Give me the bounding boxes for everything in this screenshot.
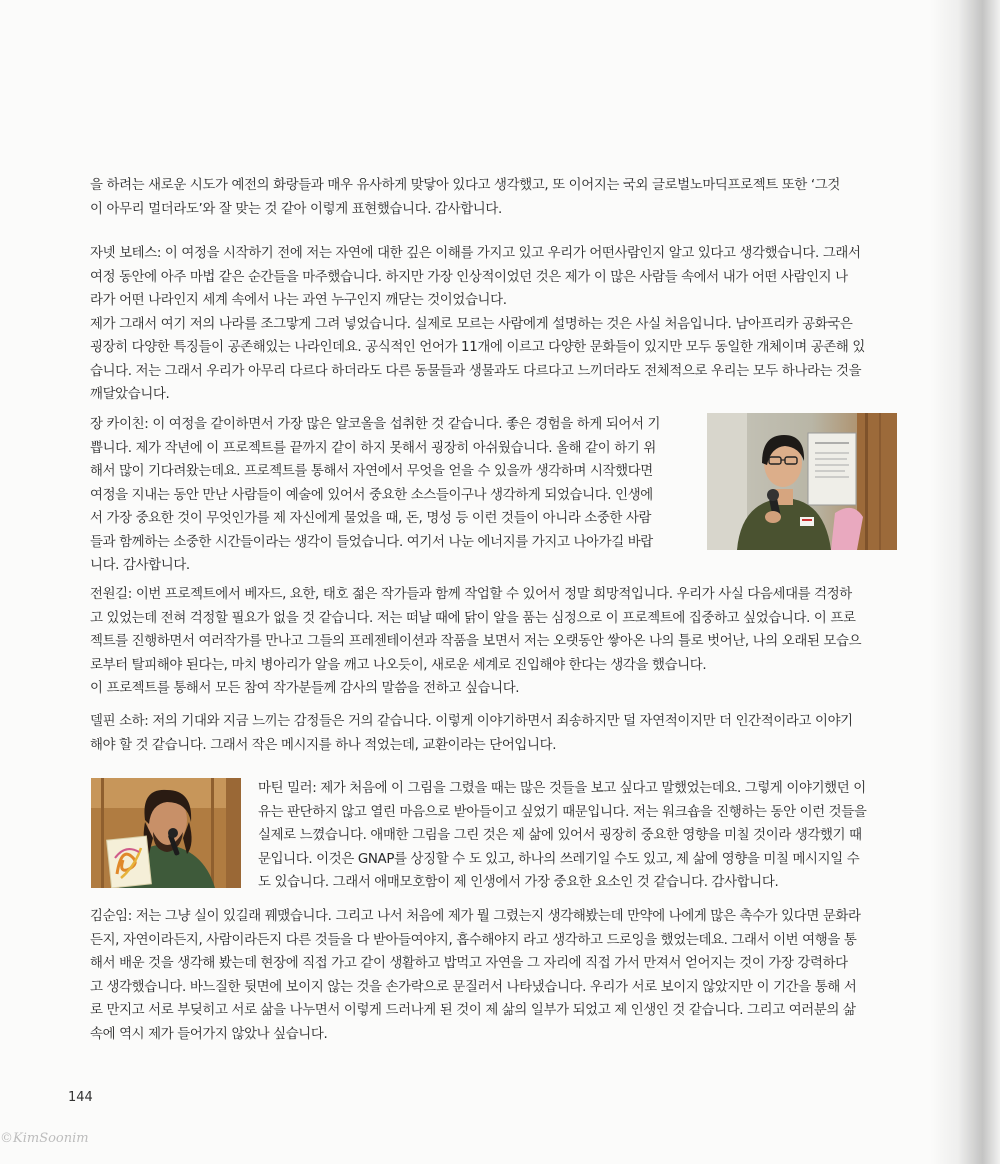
- speaker-photo-illustration: [707, 413, 897, 550]
- photo-jang-kaichin: [707, 413, 897, 550]
- paragraph-delphine-soha: [90, 710, 898, 757]
- speaker-photo-illustration: [91, 778, 241, 888]
- paragraph-intro-closing: [90, 174, 898, 221]
- text-line: 유는 판단하지 않고 열린 마음으로 받아들이고 싶었기 때문입니다. 저는 워크숍을 진행하는 동안 이런 것들을: [258, 804, 867, 820]
- text-line: 쁩니다. 제가 작년에 이 프로젝트를 끝까지 같이 하지 못해서 굉장히 아쉬웠습니다. 올해 같이 하기 위: [90, 440, 656, 456]
- text-line: 여정을 지내는 동안 만난 사람들이 예술에 있어서 중요한 소스들이구나 생각하게 되었습니다. 인생에: [90, 487, 653, 503]
- text-line: 라가 어떤 나라인지 세계 속에서 나는 과연 누구인지 깨닫는 것이었습니다.: [90, 293, 507, 308]
- photo-martin-miller: [91, 778, 241, 888]
- text-line: 속에 역시 제가 들어가지 않았나 싶습니다.: [90, 1026, 328, 1042]
- text-line: 장 카이친: 이 여정을 같이하면서 가장 많은 알코올을 섭취한 것 같습니다. 좋은 경험을 하게 되어서 기: [90, 417, 661, 432]
- text-line: 전원길: 이번 프로젝트에서 베자드, 요한, 태호 젊은 작가들과 함께 작업할 수 있어서 정말 희망적입니다. 우리가 사실 다음세대를 걱정하: [90, 587, 852, 602]
- text-line: 실제로 느꼈습니다. 애매한 그림을 그린 것은 제 삶에 있어서 굉장히 중요한 영향을 미칠 것이라 생각했기 때: [258, 828, 862, 843]
- text-line: 문입니다. 이것은 GNAP를 상징할 수 도 있고, 하나의 쓰레기일 수도 있고, 제 삶에 영향을 미칠 메시지일 수: [258, 851, 860, 867]
- text-line: 든지, 자연이라든지, 사람이라든지 다른 것들을 다 받아들여야지, 흡수해야지 라고 생각하고 드로잉을 했었는데요. 그래서 이번 여행을 통: [90, 932, 857, 948]
- text-line: 습니다. 저는 그래서 우리가 아무리 다르다 하더라도 다른 동물들과 생물과도 다르다고 느끼더라도 전체적으로 우리는 모두 하나라는 것을: [90, 363, 862, 379]
- paragraph-martin-miller: [258, 777, 898, 895]
- text-line: 을 하려는 새로운 시도가 예전의 화랑들과 매우 유사하게 맞닿아 있다고 생각했고, 또 이어지는 국외 글로벌노마딕프로젝트 또한 ‘그것: [90, 178, 840, 193]
- text-line: 마틴 밀러: 제가 처음에 이 그림을 그렸을 때는 많은 것들을 보고 싶다고 말했었는데요. 그렇게 이야기했던 이: [258, 781, 866, 796]
- paragraph-jeon-wongil: [90, 583, 898, 701]
- text-line: 로 만지고 서로 부딪히고 서로 삶을 나누면서 이렇게 드러나게 된 것이 제 삶의 일부가 되었고 제 인생인 것 같습니다. 그리고 여러분의 삶: [90, 1003, 856, 1018]
- text-line: 굉장히 다양한 특징들이 공존해있는 나라인데요. 공식적인 언어가 11개에 이르고 다양한 문화들이 있지만 모두 동일한 개체이며 공존해 있: [90, 340, 865, 355]
- paragraph-janet-botes: [90, 242, 898, 407]
- text-line: 로부터 탈피해야 된다는, 마치 병아리가 알을 깨고 나오듯이, 새로운 세계로 진입해야 한다는 생각을 했습니다.: [90, 657, 707, 673]
- text-line: 이 프로젝트를 통해서 모든 참여 작가분들께 감사의 말씀을 전하고 싶습니다.: [90, 681, 520, 696]
- text-line: 여정 동안에 아주 마법 같은 순간들을 마주했습니다. 하지만 가장 인상적이었던 것은 제가 이 많은 사람들 속에서 내가 어떤 사람인지 나: [90, 269, 848, 285]
- text-line: 제가 그래서 여기 저의 나라를 조그맣게 그려 넣었습니다. 실제로 모르는 사람에게 설명하는 것은 사실 처음입니다. 남아프리카 공화국은: [90, 316, 853, 332]
- copyright-watermark: ©KimSoonim: [0, 1131, 89, 1146]
- text-line: 들과 함께하는 소중한 시간들이라는 생각이 들었습니다. 여기서 나눈 에너지를 가지고 나아가길 바랍: [90, 534, 653, 550]
- text-line: 자넷 보테스: 이 여정을 시작하기 전에 저는 자연에 대한 깊은 이해를 가지고 있고 우리가 어떤사람인지 알고 있다고 생각했습니다. 그래서: [90, 246, 861, 261]
- text-line: 니다. 감사합니다.: [90, 558, 190, 573]
- text-line: 델핀 소하: 저의 기대와 지금 느끼는 감정들은 거의 같습니다. 이렇게 이야기하면서 죄송하지만 덜 자연적이지만 더 인간적이라고 이야기: [90, 714, 853, 729]
- text-line: 도 있습니다. 그래서 애매모호함이 제 인생에서 가장 중요한 요소인 것 같습니다. 감사합니다.: [258, 875, 779, 890]
- text-line: 서 가장 중요한 것이 무엇인가를 제 자신에게 물었을 때, 돈, 명성 등 이런 것들이 아니라 소중한 사람: [90, 511, 652, 526]
- page-gutter-shadow: [930, 0, 1000, 1164]
- paragraph-kim-soonim: [90, 905, 898, 1046]
- text-line: 이 아무리 멀더라도’와 잘 맞는 것 같아 이렇게 표현했습니다. 감사합니다.: [90, 201, 502, 217]
- text-line: 김순임: 저는 그냥 실이 있길래 꿰맸습니다. 그리고 나서 처음에 제가 뭘 그렸는지 생각해봤는데 만약에 나에게 많은 촉수가 있다면 문화라: [90, 909, 861, 924]
- text-line: 고 생각했습니다. 바느질한 뒷면에 보이지 않는 것을 손가락으로 문질러서 나타냈습니다. 우리가 서로 보이지 않았지만 이 기간을 통해 서: [90, 979, 857, 995]
- paragraph-jang-kaichin: [90, 413, 695, 578]
- text-line: 해야 할 것 같습니다. 그래서 작은 메시지를 하나 적었는데, 교환이라는 단어입니다.: [90, 737, 557, 753]
- text-line: 고 있었는데 전혀 걱정할 필요가 없을 것 같습니다. 저는 떠날 때에 닭이 알을 품는 심정으로 이 프로젝트에 집중하고 싶었습니다. 이 프로: [90, 610, 856, 626]
- text-line: 깨달았습니다.: [90, 387, 170, 402]
- text-line: 젝트를 진행하면서 여러작가를 만나고 그들의 프레젠테이션과 작품을 보면서 저는 오랫동안 쌓아온 나의 틀로 벗어난, 나의 오래된 모습으: [90, 634, 862, 649]
- text-line: 해서 배운 것을 생각해 봤는데 현장에 직접 가고 같이 생활하고 밥먹고 자연을 그 자리에 직접 가서 만져서 얻어지는 것이 가장 강력하다: [90, 956, 848, 971]
- page-number: 144: [68, 1090, 93, 1105]
- text-line: 해서 많이 기다려왔는데요. 프로젝트를 통해서 자연에서 무엇을 얻을 수 있을까 생각하며 시작했다면: [90, 464, 653, 479]
